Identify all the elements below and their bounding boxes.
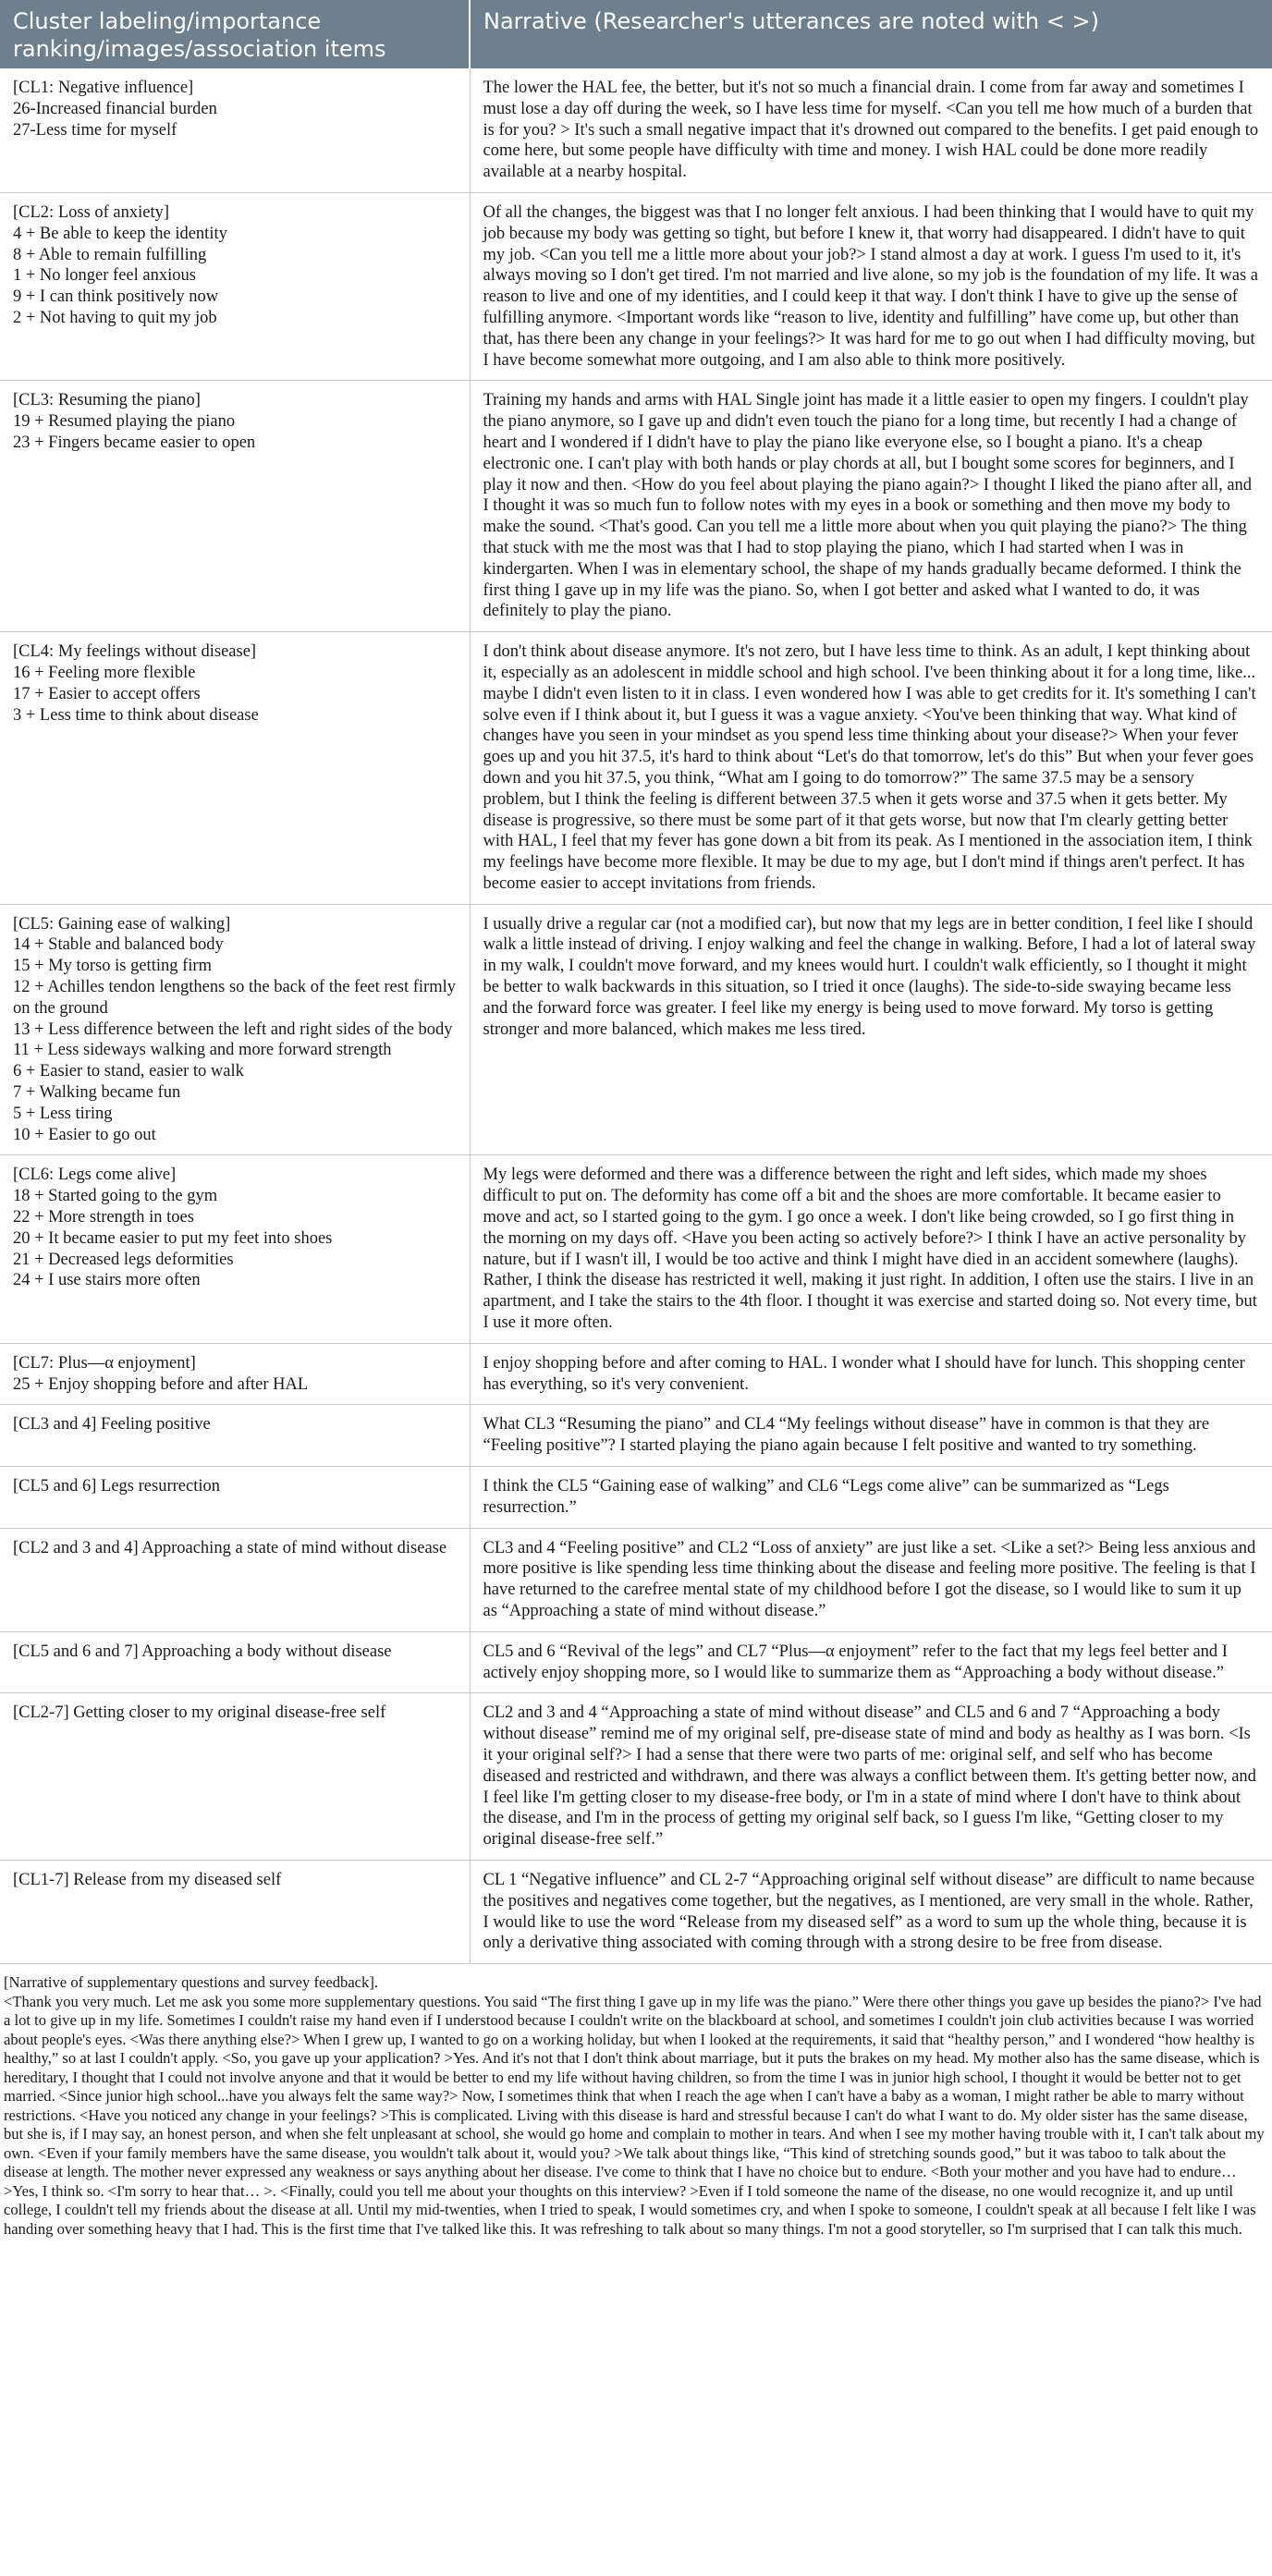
footnote-body: <Thank you very much. Let me ask you some more supplementary questions. You said “The first thing I gave up in my life was the piano.” Were there other things you gave up besides the piano?> I've had a lot to give up in my life. Sometimes I couldn't raise my hand even if I understood because I couldn't write on the blackboard at school, and sometimes I couldn't join club activities because I was worried about people's eyes. <Was there anything else?> When I grew up, I wanted to go on a working holiday, but when I looked at the requirements, it said that “healthy person,” and I wondered “how healthy is healthy,” so at last I couldn't apply. <So, you gave up your application? >Yes. And it's not that I don't think about marriage, but it puts the brakes on my head. My mother also has the same disease, which is hereditary, I thought that I could not involve anyone and that it would be better to end my life without having children, so from the time I was in junior high school, I thought it would be better not to get married. <Since junior high school...have you always felt the same way?> Now, I sometimes think that when I reach the age when I can't have a baby as a woman, I might rather be able to marry without restrictions. <Have you noticed any change in your feelings? >This is complicated. Living with this disease is hard and stressful because I can't do what I want to do. My older sister has the same disease, but she is, if I may say, an honest person, and when she felt unpleasant at school, she would go home and complain to mother in tears. And when I see my mother having trouble with it, I can't talk about my own. <Even if your family members have the same disease, you wouldn't talk about it, would you? >We talk about things like, “This kind of stretching sounds good,” but it was taboo to talk about the disease at length. The mother never expressed any weakness or says anything about her disease. I've come to think that I have no choice but to endure. <Both your mother and you have had to endure… >Yes, I think so. <I'm sorry to hear that… >. <Finally, could you tell me about your thoughts on this interview? >Even if I told someone the name of the disease, no one would recognize it, and up until college, I couldn't tell my friends about the disease at all. Until my mid-twenties, when I tried to speak, I would sometimes cry, and when I spoke to someone, I couldn't speak at all because I felt like I was handing over something heavy that I had. This is the first time that I've talked like this. It was refreshing to talk about so many things. I'm not a good storyteller, so I'm surprised that I can talk this much. <box>4 1992 1265 2238</box>
association-item: 16 + Feeling more flexible <box>13 663 196 682</box>
association-item: 21 + Decreased legs deformities <box>13 1250 234 1269</box>
association-item: 25 + Enjoy shopping before and after HAL <box>13 1374 309 1394</box>
cluster-label: [CL2-7] Getting closer to my original disease-free self <box>13 1703 386 1723</box>
table-row <box>0 1860 1272 1963</box>
association-item: 17 + Easier to accept offers <box>13 684 201 703</box>
cluster-cell <box>0 1860 470 1963</box>
cluster-label: [CL1: Negative influence] <box>13 79 194 97</box>
cluster-cell <box>0 192 470 380</box>
narrative-cell: I usually drive a regular car (not a modified car), but now that my legs are in better condition, I feel like I should walk a little instead of driving. I enjoy walking and feel the change in walking. Before, I had a lot of lateral sway in my walk, I couldn't move forward, and my knees would hurt. I couldn't walk efficiently, so I thought it might be better to walk backwards in this situation, so I tried it once (laughs). The side-to-side swaying became less and the forward force was greater. I feel like my energy is being used to move forward. My torso is getting stronger and more balanced, which makes me less tired. <box>470 904 1272 1155</box>
association-item: 18 + Started going to the gym <box>13 1187 218 1206</box>
association-item: 11 + Less sideways walking and more forward strength <box>13 1041 392 1060</box>
cluster-cell <box>0 68 470 192</box>
association-item: 5 + Less tiring <box>13 1104 113 1123</box>
narrative-cell: What CL3 “Resuming the piano” and CL4 “My feelings without disease” have in common is that they are “Feeling positive”? I started playing the piano again because I felt positive and wanted to try something. <box>470 1405 1272 1467</box>
header-col2: Narrative (Researcher's utterances are noted with < >) <box>470 0 1272 68</box>
association-item: 4 + Be able to keep the identity <box>13 224 227 243</box>
association-item: 15 + My torso is getting firm <box>13 957 212 976</box>
cluster-label: [CL5 and 6 and 7] Approaching a body without disease <box>13 1642 392 1661</box>
cluster-label: [CL3: Resuming the piano] <box>13 391 201 410</box>
table-row <box>0 904 1272 1155</box>
table-row <box>0 381 1272 632</box>
narrative-cell: I think the CL5 “Gaining ease of walking” and CL6 “Legs come alive” can be summarized as “Legs resurrection.” <box>470 1467 1272 1529</box>
narrative-cell: Of all the changes, the biggest was that I no longer felt anxious. I had been thinking that I would have to quit my job because my body was getting so tight, but before I knew it, that worry had disappeared. I didn't have to quit my job. <Can you tell me a little more about your job?> I stand almost a day at work. I guess I'm used to it, it's always moving so I don't get tired. I'm not married and live alone, so my job is the foundation of my life. It was a reason to live and one of my identities, and I could keep it that way. I don't think I have to give up the sense of fulfilling anymore. <Important words like “reason to live, identity and fulfilling” have come up, but other than that, has there been any change in your feelings?> It was hard for me to go out when I had difficulty moving, but I have become somewhat more outgoing, and I am also able to think more positively. <box>470 192 1272 380</box>
association-item: 26-Increased financial burden <box>13 99 217 118</box>
table-row <box>0 1693 1272 1861</box>
cluster-cell <box>0 1155 470 1343</box>
table-row <box>0 68 1272 192</box>
table-header-row <box>0 0 1272 68</box>
association-item: 23 + Fingers became easier to open <box>13 433 256 452</box>
cluster-label: [CL1-7] Release from my diseased self <box>13 1870 282 1889</box>
cluster-label: [CL2: Loss of anxiety] <box>13 202 170 222</box>
table-row <box>0 1631 1272 1693</box>
header-col1: Cluster labeling/importance ranking/images/association items <box>0 0 470 68</box>
footnote-table <box>0 1964 1272 2242</box>
cluster-cell <box>0 381 470 632</box>
cluster-label: [CL3 and 4] Feeling positive <box>13 1415 211 1435</box>
cluster-cell <box>0 1528 470 1631</box>
association-item: 1 + No longer feel anxious <box>13 266 196 286</box>
narrative-cell: Training my hands and arms with HAL Single joint has made it a little easier to open my fingers. I couldn't play the piano anymore, so I gave up and didn't even touch the piano for a long time, but recently I had a change of heart and I wondered if I didn't have to play the piano like everyone else, so I bought a piano. It's a cheap electronic one. I can't play with both hands or play chords at all, but I bought some scores for beginners, and I play it now and then. <How do you feel about playing the piano again?> I thought I liked the piano after all, and I thought it was so much fun to follow notes with my eyes in a book or something and then move my body to make the sound. <That's good. Can you tell me a little more about when you quit playing the piano?> The thing that stuck with me the most was that I had to stop playing the piano, which I had started when I was in kindergarten. When I was in elementary school, the shape of my hands gradually became deformed. I think the first thing I gave up in my life was the piano. So, when I got better and asked what I wanted to do, it was definitely to play the piano. <box>470 381 1272 632</box>
table-row <box>0 1467 1272 1529</box>
cluster-label: [CL4: My feelings without disease] <box>13 642 257 662</box>
table-row <box>0 1405 1272 1467</box>
association-item: 2 + Not having to quit my job <box>13 308 217 327</box>
table-row <box>0 632 1272 905</box>
association-item: 19 + Resumed playing the piano <box>13 412 236 432</box>
cluster-cell <box>0 1631 470 1693</box>
cluster-label: [CL5: Gaining ease of walking] <box>13 914 231 934</box>
association-item: 3 + Less time to think about disease <box>13 705 259 725</box>
association-item: 13 + Less difference between the left and right sides of the body <box>13 1019 453 1039</box>
association-item: 10 + Easier to go out <box>13 1125 156 1144</box>
cluster-cell <box>0 1693 470 1861</box>
narrative-cell: The lower the HAL fee, the better, but it's not so much a financial drain. I come from far away and sometimes I must lose a day off during the week, so I have less time for myself. <Can you tell me how much of a burden that is for you? > It's such a small negative impact that it's drowned out compared to the benefits. I get paid enough to come here, but some people have difficulty with time and money. I wish HAL could be done more readily available at a nearby hospital. <box>470 68 1272 192</box>
cluster-cell <box>0 1343 470 1405</box>
cluster-cell <box>0 1467 470 1529</box>
association-item: 22 + More strength in toes <box>13 1208 194 1227</box>
cluster-label: [CL6: Legs come alive] <box>13 1166 177 1185</box>
association-item: 8 + Able to remain fulfilling <box>13 245 207 264</box>
narrative-cell: CL3 and 4 “Feeling positive” and CL2 “Loss of anxiety” are just like a set. <Like a set?> Being less anxious and more positive is like spending less time thinking about the disease and feeling more positive. The feeling is that I have returned to the carefree mental state of my childhood before I got the disease, so I would like to sum it up as “Approaching a state of mind without disease.” <box>470 1528 1272 1631</box>
narrative-cell: I don't think about disease anymore. It's not zero, but I have less time to think. As an adult, I kept thinking about it, especially as an adolescent in middle school and high school. I've been thinking about it for a long time, like... maybe I didn't even listen to it in class. I even wondered how I was able to get credits for it. It's something I can't solve even if I think about it, but I guess it was a vague anxiety. <You've been thinking that way. What kind of changes have you seen in your mindset as you spend less time thinking about your disease?> When your fever goes up and you hit 37.5, it's hard to think about “Let's do that tomorrow, let's do this” But when your fever goes down and you hit 37.5, you think, “What am I going to do tomorrow?” The same 37.5 may be a sensory problem, but I think the feeling is different between 37.5 when it gets worse and 37.5 when it gets better. My disease is progressive, so there must be some part of it that gets worse, but now that I'm clearly getting better with HAL, I feel that my fever has gone down a bit from its peak. As I mentioned in the association item, I think my feelings have become more flexible. It may be due to my age, but I don't mind if things aren't perfect. It has become easier to accept invitations from friends. <box>470 632 1272 905</box>
narrative-cell: CL5 and 6 “Revival of the legs” and CL7 “Plus—α enjoyment” refer to the fact that my legs feel better and I actively enjoy shopping more, so I would like to summarize them as “Approaching a body without disease.” <box>470 1631 1272 1693</box>
table-body <box>0 68 1272 1964</box>
association-item: 7 + Walking became fun <box>13 1083 181 1103</box>
table-row <box>0 1155 1272 1343</box>
association-item: 6 + Easier to stand, easier to walk <box>13 1062 244 1081</box>
narrative-cell: My legs were deformed and there was a difference between the right and left sides, which made my shoes difficult to put on. The deformity has come off a bit and the shoes are more comfortable. It became easier to move and act, so I started going to the gym. I go once a week. I don't like being crowded, so I go first thing in the morning on my days off. <Have you been acting so actively before?> I think I have an active personality by nature, but if I wasn't ill, I would be too active and think I might have died in an accident somewhere (laughs). Rather, I think the disease has restricted it well, making it just right. In addition, I often use the stairs. I live in an apartment, and I take the stairs to the 4th floor. I thought it was exercise and started doing so. Not every time, but I use it more often. <box>470 1155 1272 1343</box>
table-row <box>0 1343 1272 1405</box>
footnote-cell <box>0 1964 1272 2242</box>
cluster-label: [CL5 and 6] Legs resurrection <box>13 1477 220 1496</box>
table-row <box>0 1528 1272 1631</box>
association-item: 20 + It became easier to put my feet into shoes <box>13 1228 333 1248</box>
table-row <box>0 192 1272 380</box>
narrative-cell: CL2 and 3 and 4 “Approaching a state of mind without disease” and CL5 and 6 and 7 “Approaching a body without disease” remind me of my original self, pre-disease state of mind and body as healthy as I was born. <Is it your original self?> I had a sense that there were two parts of me: original self, and self who has become diseased and restricted and withdrawn, and there was always a conflict between them. It's getting better now, and I feel like I'm getting closer to my disease-free body, or I'm in a state of mind where I don't have to think about the disease, and I'm in the process of getting my original self back, so I guess I'm like, “Getting closer to my original disease-free self.” <box>470 1693 1272 1861</box>
narrative-cell: I enjoy shopping before and after coming to HAL. I wonder what I should have for lunch. This shopping center has everything, so it's very convenient. <box>470 1343 1272 1405</box>
cluster-cell <box>0 1405 470 1467</box>
cluster-label: [CL2 and 3 and 4] Approaching a state of mind without disease <box>13 1538 447 1557</box>
association-item: 24 + I use stairs more often <box>13 1271 201 1290</box>
association-item: 27-Less time for myself <box>13 120 177 140</box>
association-item: 12 + Achilles tendon lengthens so the back of the feet rest firmly on the ground <box>13 978 456 1018</box>
narrative-cell: CL 1 “Negative influence” and CL 2-7 “Approaching original self without disease” are difficult to name because the positives and negatives come together, but the negatives, as I mentioned, are very small in the whole. Rather, I would like to use the word “Release from my diseased self” as a word to sum up the whole thing, because it is only a derivative thing associated with coming through with a strong desire to be free from disease. <box>470 1860 1272 1963</box>
cluster-cell <box>0 904 470 1155</box>
association-item: 9 + I can think positively now <box>13 287 219 307</box>
cluster-cell <box>0 632 470 905</box>
footnote-heading: [Narrative of supplementary questions and survey feedback]. <box>4 1973 379 1992</box>
cluster-label: [CL7: Plus—α enjoyment] <box>13 1353 196 1373</box>
association-item: 14 + Stable and balanced body <box>13 935 224 955</box>
footnote-row <box>0 1964 1272 2242</box>
